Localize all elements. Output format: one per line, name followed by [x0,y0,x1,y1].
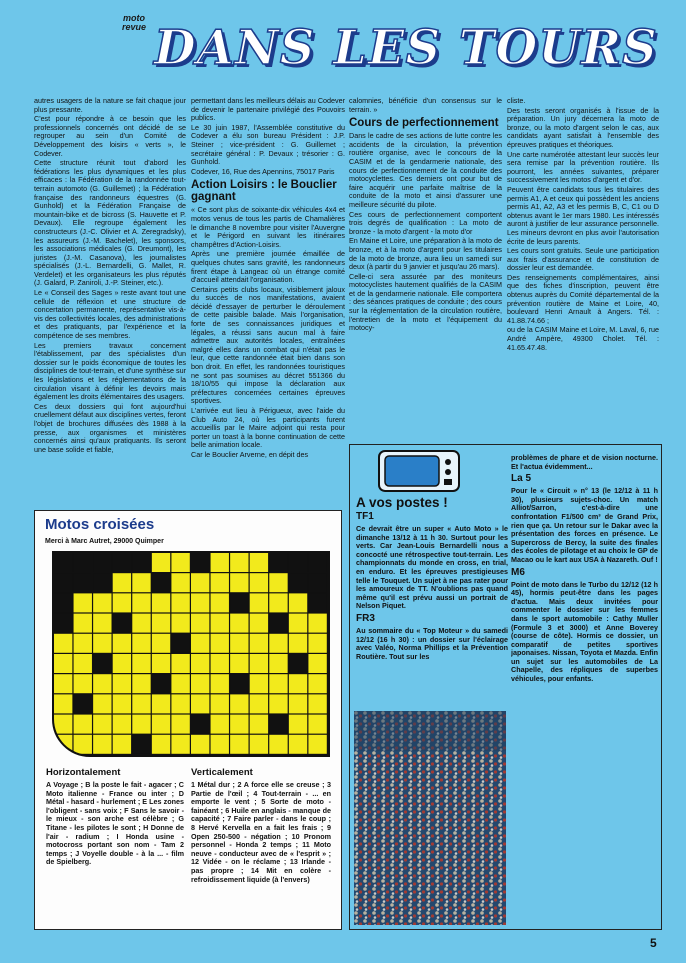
crowd-photo [354,711,506,925]
crossword-cell [54,553,72,572]
crossword-cell[interactable] [250,634,268,653]
crossword-cell[interactable] [93,715,111,734]
paragraph: Peuvent être candidats tous les titulaires des permis A1, A et ceux qui possèdent les anciens permis A1, A2, A3 et les permis B, C, C1 ou D obtenus avant le 1er mars 1980. Les intéressés auront à justifier de leur assurance personnelle. Les mineurs devront en plus avoir l'autorisation écrite de leurs parents. [507,184,659,246]
paragraph: Car le Bouclier Arverne, en dépit des [191,449,309,459]
header-logo [117,14,151,32]
paragraph: calomnies, bénéficie d'un consensus sur le terrain. » [349,97,502,114]
paragraph: Dans le cadre de ses actions de lutte contre les accidents de la circulation, la prévention routière organise, avec le concours de la CASIM et de la gendarmerie nationale, des cours de perfectionnement de la conduite des motocyclettes. Ces derniers ont pour but de faire acquérir une parfaite maîtrise de la conduite de la moto et ainsi d'assurer une meilleure sécurité du pilote. [349,131,502,209]
crossword-cell[interactable] [269,674,287,693]
crossword-cell[interactable] [289,614,307,633]
crossword-cell[interactable] [74,715,92,734]
paragraph: « Ce sont plus de soixante-dix véhicules 4x4 et motos venus de tous les partis de Chamalières le dimanche 8 novembre pour visiter l'Auvergne et le Périgord en suivant les itinéraires champêtres d'Action-Loisirs. [191,205,345,249]
crossword-cell [54,593,72,612]
crossword-cell[interactable] [132,674,150,693]
crossword-cell[interactable] [113,634,131,653]
crossword-cell[interactable] [211,573,229,592]
crossword-cell[interactable] [250,674,268,693]
crossword-cell [171,634,189,653]
clues-vertical-text: 1 Métal dur ; 2 A force elle se creuse ; 3 Partie de l'œil ; 4 Tout-terrain - ... en emporte le vent ; 5 Sorte de moto - fainéant ; 6 Huile en anglais - manque de capacité ; 7 Faire parler - dans le coup ; 8 Hervé Kervella en a fait les frais ; 9 Open 250-500 - négation ; 10 Pronom personnel - Honda 2 temps ; 11 Moto neuve - conducteur avec de « l'esprit » ; 12 Vidée - on le réclame ; 13 Irlande - pas propre ; 14 Mit en colère - refroidissement liquide (à l'envers) [191,780,331,884]
crossword-cell[interactable] [250,715,268,734]
crossword-cell[interactable] [132,593,150,612]
crossword-cell[interactable] [132,614,150,633]
crossword-cell[interactable] [230,634,248,653]
clues-horizontal-title: Horizontalement [46,767,121,778]
crossword-cell[interactable] [54,735,72,754]
paragraph: Des renseignements complémentaires, ainsi que des fiches d'inscription, peuvent être obtenus auprès du Comité départemental de la prévention routière de Maine et Loire, 40, boulevard Henri Arnault à Angers. Tél. : 41.88.74.66 ; [507,272,659,325]
crossword-grid[interactable] [52,551,330,757]
crossword-cell [230,674,248,693]
crossword-cell [93,573,111,592]
crossword-cell[interactable] [269,735,287,754]
crossword-cell[interactable] [211,553,229,572]
crossword-cell[interactable] [152,735,170,754]
crossword-cell [93,553,111,572]
crossword-cell[interactable] [132,715,150,734]
crossword-cell[interactable] [152,634,170,653]
crossword-cell[interactable] [93,735,111,754]
paragraph: Une carte numérotée attestant leur succès leur sera remise par la prévention routière. Ils pourront, les années suivantes, préparer successivement les motos d'argent et d'or. [507,149,659,185]
crossword-cell[interactable] [93,674,111,693]
crossword-cell[interactable] [171,715,189,734]
crossword-cell [269,553,287,572]
crossword-cell [74,573,92,592]
clues-vertical [191,767,331,927]
crossword-cell[interactable] [250,573,268,592]
crossword-cell[interactable] [74,654,92,673]
crossword-cell [74,553,92,572]
crossword-cell [152,573,170,592]
crossword-cell[interactable] [211,614,229,633]
crossword-cell [132,553,150,572]
crossword-cell[interactable] [191,573,209,592]
crossword-cell[interactable] [211,694,229,713]
page-number: 5 [650,936,657,950]
crossword-cell[interactable] [230,735,248,754]
paragraph: C'est pour répondre à ce besoin que les professionnels concernés ont décidé de se regrouper au sein d'un Comité de Développement des loisirs « verts », le Codever. [34,114,186,158]
crossword-cell[interactable] [191,735,209,754]
crossword-cell[interactable] [308,715,326,734]
crossword-cell[interactable] [269,654,287,673]
paragraph: Le 30 juin 1987, l'Assemblée constitutive du Codever a élu son bureau Président : J.P. Steiner ; vice-président : G. Guillemet ; secrétaire général : P. Devaux ; trésorier : G. Gunhold. [191,122,345,167]
crossword-cell[interactable] [230,654,248,673]
crossword-cell[interactable] [289,674,307,693]
crossword-cell [308,573,326,592]
crossword-cell[interactable] [230,715,248,734]
crossword-cell[interactable] [289,715,307,734]
crossword-cell [152,674,170,693]
crossword-cell[interactable] [289,634,307,653]
crossword-cell[interactable] [113,654,131,673]
paragraph: permettant dans les meilleurs délais au Codever de devenir le partenaire privilégié des Pouvoirs publics. [191,97,345,123]
crossword-cell[interactable] [54,674,72,693]
crossword-cell[interactable] [308,694,326,713]
tv-set-icon [378,450,460,492]
crossword-cell[interactable] [191,654,209,673]
crossword-cell [54,573,72,592]
crossword-cell [191,553,209,572]
crossword-cell[interactable] [289,735,307,754]
article-column-2 [191,97,345,510]
crossword-cell[interactable] [269,573,287,592]
crossword-credit: Merci à Marc Autret, 29000 Quimper [45,538,164,545]
crossword-cell[interactable] [54,634,72,653]
crossword-cell[interactable] [211,634,229,653]
crossword-cell [54,614,72,633]
channel-m6: M6 [511,566,525,578]
crossword-cell[interactable] [171,694,189,713]
crossword-cell[interactable] [132,573,150,592]
crossword-cell[interactable] [74,634,92,653]
crossword-cell[interactable] [132,694,150,713]
paragraph: Codever, 16, Rue des Apennins, 75017 Paris [191,166,335,176]
crossword-cell[interactable] [74,735,92,754]
crossword-cell[interactable] [230,614,248,633]
crossword-cell [289,654,307,673]
crossword-cell[interactable] [191,634,209,653]
crossword-cell[interactable] [250,553,268,572]
crossword-cell [269,715,287,734]
crossword-cell[interactable] [54,694,72,713]
crossword-cell[interactable] [113,593,131,612]
paragraph: Après une première journée émaillée de quelques chutes sans gravité, les randonneurs firent étape à Langeac où un étrange comité d'accueil attendait l'organisation. [191,249,345,285]
crossword-cell[interactable] [171,614,189,633]
crossword-cell[interactable] [308,674,326,693]
crossword-cell[interactable] [74,593,92,612]
crossword-cell[interactable] [171,674,189,693]
crossword-cell[interactable] [250,614,268,633]
crossword-cell [289,553,307,572]
crossword-cell[interactable] [171,735,189,754]
crossword-cell[interactable] [171,593,189,612]
crossword-cell[interactable] [230,694,248,713]
clues-vertical-title: Verticalement [191,767,253,778]
crossword-cell[interactable] [211,715,229,734]
crossword-cell[interactable] [54,654,72,673]
crossword-cell[interactable] [54,715,72,734]
crossword-cell[interactable] [152,654,170,673]
tf1-text: Ce devrait être un super « Auto Moto » le dimanche 13/12 à 11 h 30. Surtout pour les verts. Car Jean-Louis Bernardelli nous a concocté une rétrospective tout-terrain. Les championnats du monde en cross, en trial, en enduro. Et les épreuves prestigieuses telle le Touquet. Un sujet à ne pas rater pour les amoureux de TT. N'oublions pas quand même qu'il est prévu aussi un portrait de Nelson Piquet. [356,524,508,611]
crossword-cell[interactable] [289,694,307,713]
paragraph: Certains petits clubs locaux, visiblement jaloux du succès de nos manifestations, avaient décidé d'essayer de perturber le déroulement de cette paisible balade. Mais l'organisation, forte de ses connaissances juridiques et légales, a réussi sans aucun mal à faire admettre aux autorités locales, entraînées malgré elles dans un combat qui n'était pas le leur, que cette randonnée était bien dans son bon droit. En effet, les randonnées touristiques ne sont pas soumises au décret 551366 du 18/10/55 qui impose la déclaration aux préfectures concernées certaines épreuves sportives. [191,284,345,406]
crossword-cell[interactable] [308,634,326,653]
crossword-cell[interactable] [211,654,229,673]
crossword-cell[interactable] [191,674,209,693]
crossword-cell[interactable] [250,694,268,713]
crossword-cell[interactable] [152,614,170,633]
crossword-cell[interactable] [269,634,287,653]
crossword-cell[interactable] [211,593,229,612]
crossword-cell[interactable] [74,614,92,633]
crossword-cell[interactable] [269,694,287,713]
crossword-cell[interactable] [230,573,248,592]
fr3-continued: problèmes de phare et de vision nocturne. Et l'actua évidemment... [511,454,658,471]
crossword-cell [308,593,326,612]
crossword-cell[interactable] [93,694,111,713]
crossword-cell[interactable] [250,593,268,612]
paragraph: L'arrivée eut lieu à Périgueux, avec l'aide du Club Auto 24, où les participants furent accueillis par le Maire adjoint qui resta pour porter un toast à la bonne continuation de cette belle animation locale. [191,406,345,450]
crowd-photo-image [354,711,506,925]
paragraph: Ces deux dossiers qui font aujourd'hui cruellement défaut aux disciplines vertes, feront l'objet de brochures diffusées dès 1988 à la presse, aux organismes et ministères concernés ainsi qu'aux pratiquants. Ils seront une base solide et fiable, [34,401,186,454]
crossword-cell[interactable] [191,614,209,633]
crossword-cell[interactable] [152,694,170,713]
crossword-cell[interactable] [289,593,307,612]
crossword-cell [113,614,131,633]
section-heading-action-loisirs: Action Loisirs : le Bouclier gagnant [191,179,337,204]
crossword-title: Motos croisées [45,516,155,533]
article-column-4 [507,97,659,437]
page-title: DANS LES TOURS [154,20,658,76]
crossword-cell[interactable] [191,593,209,612]
crossword-cell [93,654,111,673]
crossword-cell [269,614,287,633]
crossword-cell[interactable] [191,694,209,713]
channel-la5: La 5 [511,473,532,485]
paragraph: En Maine et Loire, une préparation à la moto de bronze, et à la moto d'argent pour les titulaires de la moto de bronze, aura lieu un samedi sur deux (à partir du 9 janvier et jusqu'au 26 mars). [349,236,502,272]
crossword-cell[interactable] [93,634,111,653]
paragraph: cliste. [507,97,526,105]
crossword-cell[interactable] [250,654,268,673]
paragraph: Ces cours de perfectionnement comportent trois degrés de qualification : La moto de bronze - la moto d'argent - la moto d'or [349,209,502,236]
clues-horizontal-text: A Voyage ; B la poste le fait - agacer ; C Moto italienne - France ou inter ; D Métal - hasard - hurlement ; E Les zones l'obligent - sans voix ; F Sans le savoir - le mieux - son arche est célèbre ; G Titane - les pilotes le sont ; H Donne de l'air - radium ; I Honda usine - motocross portant son nom - Tam 2 temps ; J Voyelle double - à la ... - film de Spielberg. [46,780,184,867]
logo-top: moto [123,13,145,23]
crossword-cell[interactable] [113,694,131,713]
logo-bottom: revue [121,22,147,32]
crossword-cell[interactable] [132,634,150,653]
clues-horizontal [46,767,184,927]
article-column-3 [349,97,502,437]
section-heading-cours: Cours de perfectionnement [349,117,499,130]
tv-heading: A vos postes ! [356,497,448,510]
crossword-cell[interactable] [113,715,131,734]
paragraph: Cette structure réunit tout d'abord les fédérations les plus dynamiques et les plus efficaces : la Fédération de la randonnée tout-terrain automoto (G. Guillemet) ; la Fédération française des randonneurs équestres (G. Gunhold) et la Fédération Française de mountain-bike et de bicross (S. Hauvette et P. Devaux). Elle regroupe également les constructeurs (J.-C. Olivier et A. Zeregradsky), les assureurs (J.-M. Bachelet), les sponsors, les associations médicales (G. Dreumont), les juristes (J.-M. Casanova), les journalistes spécialisés (J.-L. Bernardelli, G. Mallet, R. Verdelet) et les organisateurs les plus réputés (J. Galard, P. Zaniroli, J.-P. Steiner, etc.). [34,158,186,288]
paragraph: autres usagers de la nature se fait chaque jour plus pressante. [34,97,186,114]
crossword-cell[interactable] [171,553,189,572]
crossword-cell[interactable] [171,654,189,673]
crossword-cell[interactable] [93,614,111,633]
crossword-cell[interactable] [269,593,287,612]
crossword-cell[interactable] [113,735,131,754]
fr3-text: Au sommaire du « Top Moteur » du samedi 12/12 (16 h 30) : un dossier sur l'éclairage avec Valéo, Norma Phillips et la Prévention Routière. Tout sur les [356,625,508,661]
crossword-cell[interactable] [230,553,248,572]
crossword-cell [191,715,209,734]
crossword-cell [132,735,150,754]
crossword-cell[interactable] [93,593,111,612]
paragraph: Des tests seront organisés à l'issue de la préparation. Un jury décernera la moto de bronze, ou la moto d'argent selon le cas, aux candidats ayant satisfait à l'ensemble des épreuves pratiques et théoriques. [507,105,659,149]
crossword-cell[interactable] [308,735,326,754]
la5-text: Pour le « Circuit » n° 13 (le 12/12 à 11 h 30), plusieurs sujets-choc. Un match Alliot/Sarron, c'est-à-dire une confrontation F1/500 cm³ de Grand Prix, rien que ça. Un retour sur le Dakar avec la présentation des forces en présence. Le Supercross de Bercy, la suite des finales des écoles de pilotage et au choix le GP de Macao ou le kart aux USA à Nazareth. Ouf ! [511,486,658,564]
crossword-cell[interactable] [132,654,150,673]
crossword-cell[interactable] [211,735,229,754]
m6-text: Point de moto dans le Turbo du 12/12 (12 h 45), hormis peut-être dans les pages d'actua. Mais deux invitées pour commenter le dossier sur les femmes dans le sport automobile : Cathy Muller (Formule 3 et 3000) et Anne Boverey (course de côte). Hormis ce dossier, un comparatif de petites sportives japonaises. Nissan, Toyota et Mazda. Enfin un sujet sur les automobiles de La Chapelle, des répliques de superbes véhicules, pour enfants. [511,579,658,684]
tv-column-right [511,454,658,874]
tv-column-left [356,497,508,707]
crossword-cell[interactable] [308,614,326,633]
crossword-cell[interactable] [308,654,326,673]
article-column-1 [34,97,186,510]
crossword-cell [289,573,307,592]
crossword-cell[interactable] [171,573,189,592]
paragraph: Le « Conseil des Sages » reste avant tout une cellule de réflexion et une structure de concertation permanente, représentative vis-à-vis des collectivités locales, des administrations et des pratiquants, par l'expérience et la compétence de ses membres. [34,288,186,341]
crossword-cell [113,553,131,572]
paragraph: ou de la CASIM Maine et Loire, M. Laval, 6, rue André Ampère, 49300 Cholet. Tél. : 41.65.47.48. [507,325,659,352]
crossword-cell [74,694,92,713]
channel-tf1: TF1 [356,511,374,522]
crossword-box [34,510,342,930]
crossword-cell[interactable] [74,674,92,693]
crossword-cell [230,593,248,612]
channel-fr3: FR3 [356,612,375,624]
paragraph: Les premiers travaux concernent l'établissement, par des spécialistes d'un dossier sur le poids économique de toutes les disciplines de tout-terrain, et d'une synthèse sur les législations et les réglementations de la circulation visant à définir les devoirs mais également les droits élémentaires des usagers. [34,340,186,402]
crossword-cell[interactable] [152,593,170,612]
paragraph: Celle-ci sera assurée par des moniteurs motocyclistes hautement qualifiés de la CASIM et de la gendarmerie nationale. Elle comportera : des séances pratiques de conduite ; des cours sur la réglementation de la circulation routière, l'entretien de la moto et l'équipement du motocy- [349,271,502,333]
paragraph: Les cours sont gratuits. Seule une participation aux frais d'assurance et de constitution de dossier leur est demandée. [507,246,659,273]
crossword-cell [308,553,326,572]
crossword-cell[interactable] [113,674,131,693]
crossword-cell[interactable] [152,553,170,572]
crossword-cell[interactable] [211,674,229,693]
crossword-cell[interactable] [250,735,268,754]
crossword-cell[interactable] [113,573,131,592]
crossword-cell[interactable] [152,715,170,734]
